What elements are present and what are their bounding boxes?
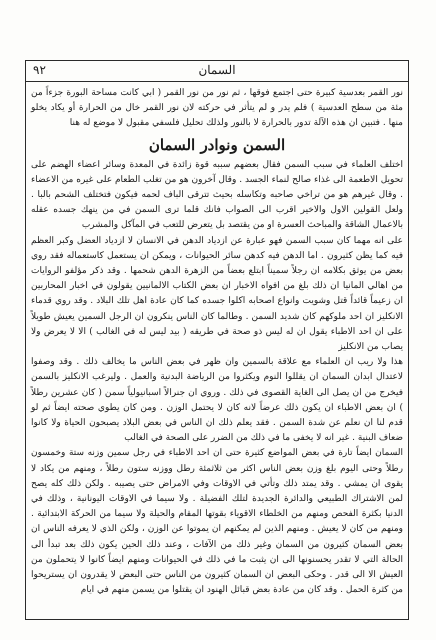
page-header [25,60,409,82]
running-title: السمان [198,63,236,77]
paragraph-4: السمان ايضاً تارة في بعض المواضع كثيرة حتى ان احد الاطباء في رجل سمين وزنه ستة وخمسون رطلاً وحتى اليوم بلغ وزن بعض الناس اكثر من ثلاثمئة رطل ووزنه ستون رطلاً ، ومنهم من يكاد لا يقوى ان يمشي . وقد يمتد ذلك وتأتي في الاوقات وفي الامراض حتى يصيبه . ولكن ذلك كله يصح لمن الاشتراك الطبيعي والدائرة الجديدة لتلك الفضيلة . ولا سيما في الاوقات اليونانية ، وذلك في الدنيا بكثرة الفحص ومنهم من الخلطاء الاقوياء بقوتها المقام والحيلة ولا سيما من الحركة الابتدائية . ومنهم من كان لا يعيش . ومنهم الذين لم يمكنهم ان يموتوا عن الوزن ، ولكن الذي لا يعرفه الناس ان بعض السمان كثيرون من السمان وغير ذلك من الآفات ، وعند ذلك الحين يكون ذلك بعد تبدأ الى الحالة التي لا تقدر يحسنونها الى ان يثبت ما في ذلك في الحيوانات ومنهم ايضاً كانوا لا يتحملون من العيش الا الى قدر . وحكى البعض ان السمان كثيرون من الناس حتى البعض لا يقدرون ان يستريحوا من كثرة الحمل . وقد كان من عادة بعض قبائل الهنود ان يقتلوا من يسمن منهم في ايام [31,448,403,596]
paragraph-3: هذا ولا ريب ان العلماء مع علاقة بالسمين وان ظهر في بعض الناس ما يخالف ذلك . وقد وصفوا لاعتدال ابدان السمان ان يقللوا النوم ويكثروا من الرياضة البدنية والعمل . وليرغب الانكليز بالسمن فيخرج من ان يصل الى الغاية القصوى في ذلك . وروي ان جنرالاً اسبانيولياً سمن ( كان عشرين رطلاً ) ان بعض الاطباء ان يكون ذلك عرضاً لانه كان لا يحتمل الوزن . ومن كان يطوي صحته ايضاً ثم لو قدم لنا ان نعلم عن شدة السمن . فقد يعلم ذلك ان الناس في بعض البلاد يصبحون الحياة ولا كانوا ضعاف البنية . غير انه لا يخفى ما في ذلك من الضرر على الصحة في الغالب [31,357,403,444]
paragraph-intro: نور القمر بعدسية كبيرة حتى اجتمع فوقها ، ثم نور من نور القمر ( ابي كانت مساحة البورة جزءاً من مئة من سطح العدسية ) فلم يدر و لم يتأثر في حركته لان نور القمر خال من الحرارة أو يكاد يخلو منها . فتبين ان هذه الآلة تدور بالحرارة لا بالنور ولذلك تحليل فلسفي مقبول لا موضع له هنا [31,88,403,129]
body-text [31,86,403,599]
paragraph-2: على انه مهما كان سبب السمن فهو عبارة عن ازدياد الدهن في الانسان لا ازدياد العضل وكبر العظم فيه كما يظن كثيرون . اما الدهن فيه كدهن سائر الحيوانات ، ويمكن ان يستعمل كاستعماله فقد روي بعض من يوثق بكلامه ان رجلاً سميناً ابتلع بعضاً من الزهرة الدهن شحمها . وقد ذكر مؤلفو الروايات من اهالي المانيا ان ذلك بلغ من افواه الاخبار ان بعض الكتاب الالمانيين يقولون في اخبار المحاربين ان زعيماً قائداً قتل وشويت وانواع اصحابه اكلوا جسده كما كان عادة اهل تلك البلاد . وقد روي قدماء الانكليز ان احد ملوكهم كان شديد السمن . وطالما كان الناس ينكرون ان الرجل السمين يعيش طويلاً على ان احد الاطباء يقول ان له ليس ذو صحة في طريقه ( بيد ليس له في الغالب ) الا لا يعرض ولا يصاب من الانكليز [31,235,403,353]
paragraph-1: اختلف العلماء في سبب السمن فقال بعضهم سببه قوة زائدة في المعدة وسائر اعضاء الهضم على تحويل الاطعمة الى غذاء صالح لنماء الجسد . وقال آخرون هو من تغلب الطعام على غيره من الاعضاء . وقال غيرهم هو من تراخي صاحبه وتكاسله بحيث تترقى الباف لحمه فيكون فتختلف الشحم بالبا . ولعل القولين الاول والاخير اقرب الى الصواب فانك قلما ترى السمن في من ينهك جسده عقله بالاعمال الشاقة والمباحث العسرة او من يقتصد بل يتعرض للتعب في المآكل والمشرب [31,159,403,231]
section-heading: السمن ونوادر السمان [148,135,286,154]
page-number: ٩٢ [33,63,46,77]
